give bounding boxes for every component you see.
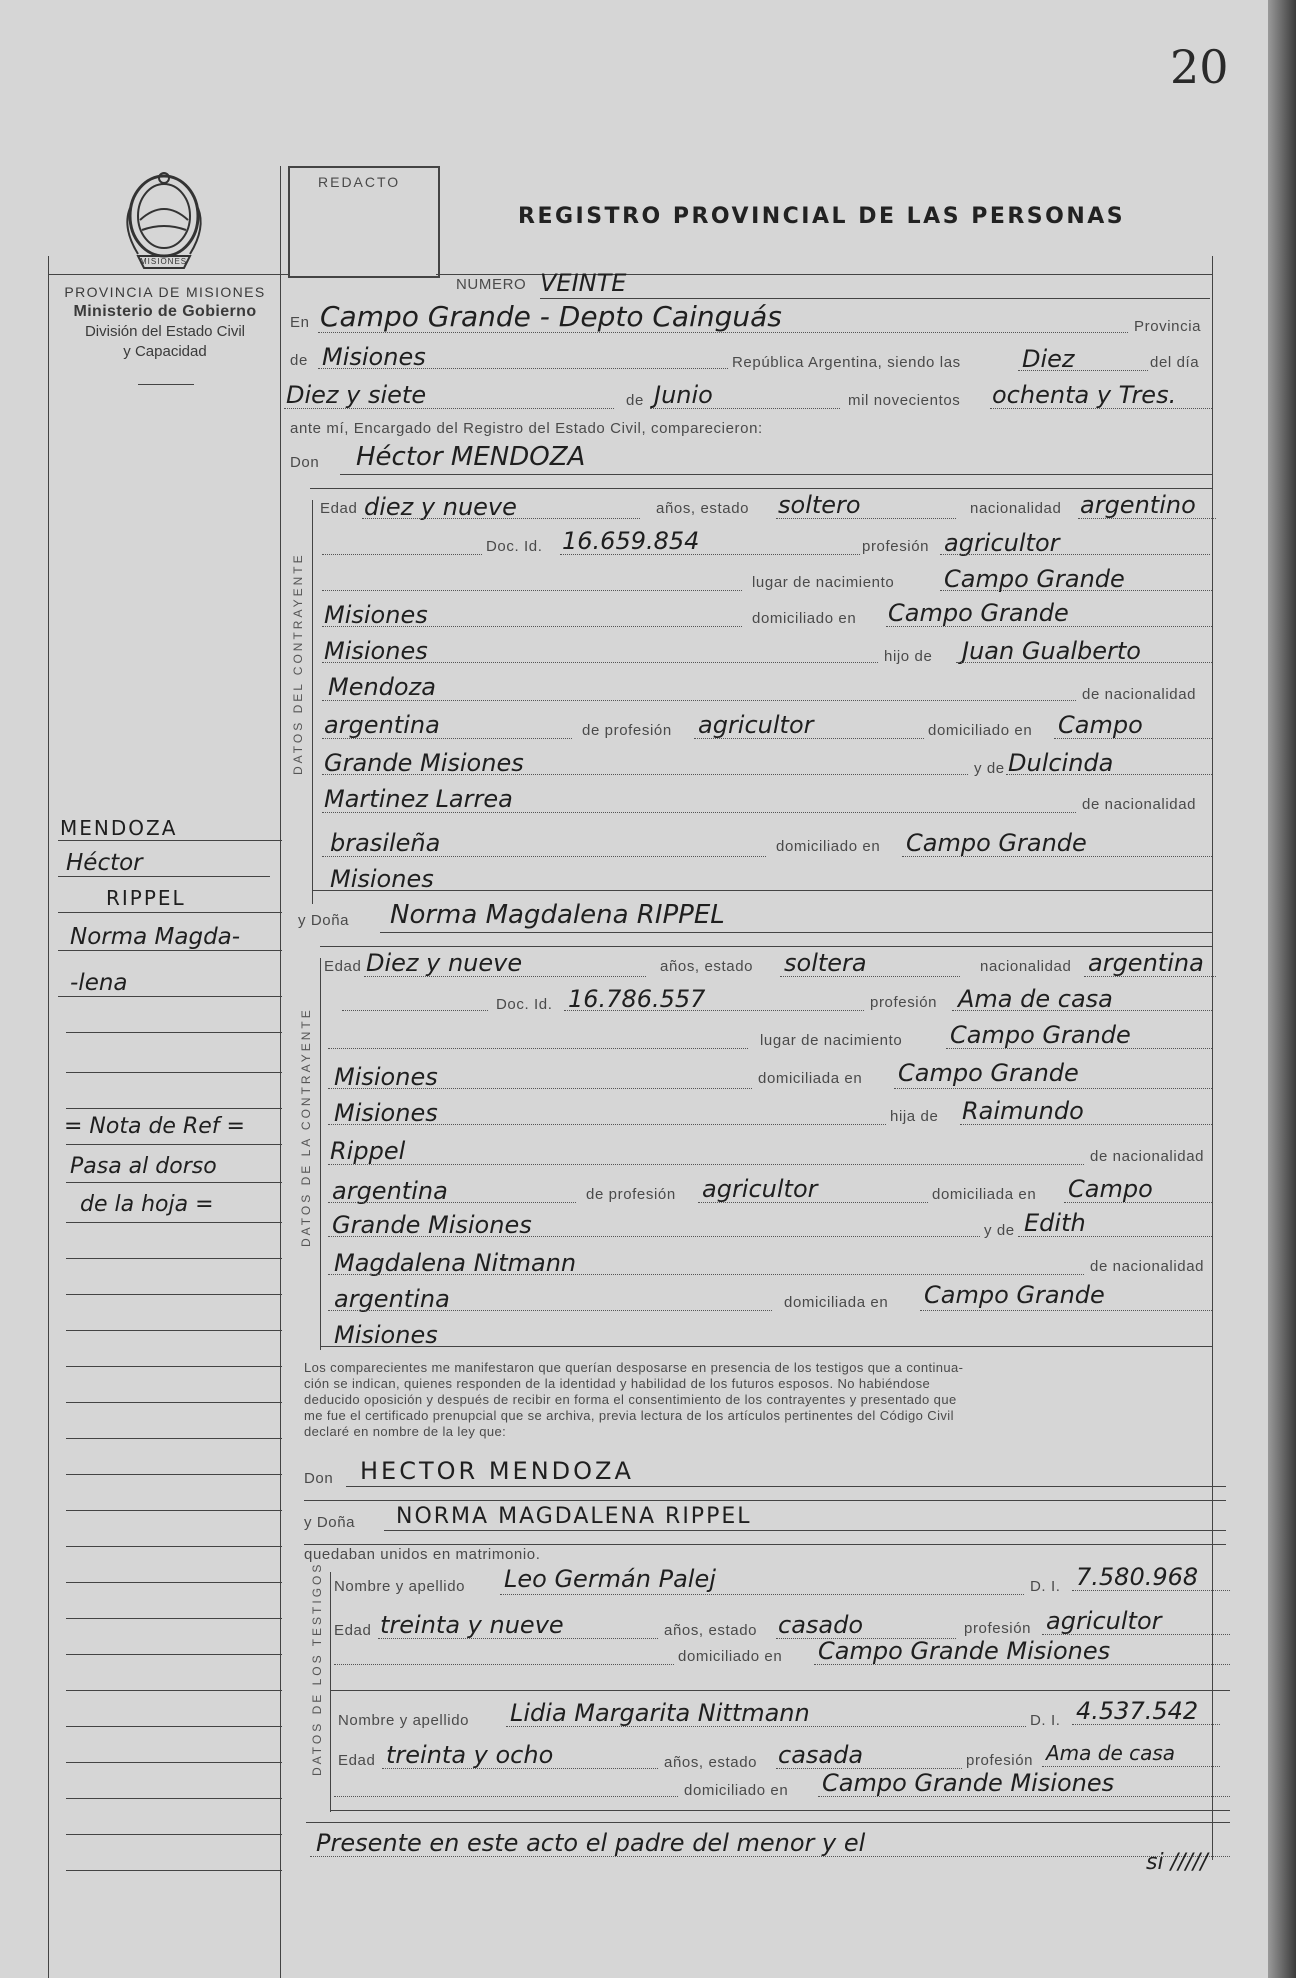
h-madre2: Martinez Larrea — [324, 785, 513, 813]
doc-label-2: Doc. Id. — [496, 996, 553, 1013]
rule — [328, 1310, 772, 1311]
rule — [66, 1582, 282, 1583]
dona-label: y Doña — [298, 912, 350, 929]
t1-di: 7.580.968 — [1076, 1563, 1199, 1591]
rule — [780, 976, 960, 977]
m-estado: soltera — [784, 949, 867, 977]
rule — [322, 700, 1076, 701]
rule — [894, 1088, 1212, 1089]
h-padre-dom: Campo — [1058, 711, 1143, 739]
y-de-label: y de — [974, 760, 1005, 777]
margin-nota-2: Pasa al dorso — [70, 1154, 217, 1179]
rule — [946, 1048, 1212, 1049]
edad-label-2: Edad — [324, 958, 362, 975]
rule — [322, 590, 742, 591]
rule — [382, 1768, 658, 1769]
rule — [1072, 1590, 1230, 1591]
m-madre-dom2: Misiones — [334, 1321, 438, 1349]
rule — [66, 1510, 282, 1511]
rule — [698, 1202, 928, 1203]
t1-dom: Campo Grande Misiones — [818, 1637, 1111, 1665]
t2-di: 4.537.542 — [1076, 1697, 1199, 1725]
provincia-line: PROVINCIA DE MISIONES — [64, 284, 266, 300]
paragraph-line-1: Los comparecientes me manifestaron que querían desposarse en presencia de los testigos que a continua- — [304, 1360, 964, 1375]
domiciliado-label-2: domiciliado en — [776, 838, 881, 855]
rule — [920, 1310, 1212, 1311]
rule — [66, 1546, 282, 1547]
decl-dona-label: y Doña — [304, 1514, 356, 1531]
rule — [1064, 1202, 1212, 1203]
domiciliado-label: domiciliado en — [928, 722, 1033, 739]
rule — [330, 1810, 1230, 1811]
rule — [58, 950, 282, 951]
domiciliada-label-2: domiciliada en — [784, 1294, 889, 1311]
margin-nombre-3: -lena — [70, 970, 128, 996]
rule — [818, 1796, 1230, 1797]
t1-estado: casado — [778, 1611, 864, 1639]
rule — [320, 1346, 1212, 1347]
rule — [66, 1870, 282, 1871]
rule — [1072, 1724, 1220, 1725]
domiciliado-en-label: domiciliado en — [752, 610, 857, 627]
anio-value: ochenta y Tres. — [992, 381, 1177, 409]
rule — [362, 518, 640, 519]
rule — [66, 1182, 282, 1183]
rule — [1006, 774, 1212, 775]
rule — [328, 1164, 1084, 1165]
sigue-mark: si ///// — [1146, 1850, 1208, 1875]
rule — [1054, 738, 1212, 739]
t1-prof: agricultor — [1046, 1607, 1162, 1635]
rule — [940, 554, 1210, 555]
h-prof: agricultor — [944, 529, 1060, 557]
rule — [312, 890, 1212, 891]
m-madre-dom: Campo Grande — [924, 1281, 1105, 1309]
profesion-label-2: profesión — [870, 994, 938, 1011]
t1-edad: treinta y nueve — [380, 1611, 564, 1639]
rule — [284, 408, 614, 409]
rule — [990, 408, 1212, 409]
quedaban-label: quedaban unidos en matrimonio. — [304, 1546, 541, 1563]
en-label: En — [290, 314, 310, 331]
rule — [650, 408, 840, 409]
rule — [328, 1048, 748, 1049]
rule — [322, 812, 1076, 813]
rule — [66, 1144, 282, 1145]
m-doc: 16.786.557 — [568, 985, 706, 1013]
margin-nota-1: = Nota de Ref = — [64, 1114, 245, 1139]
t1-edad-label: Edad — [334, 1622, 372, 1639]
h-madre: Dulcinda — [1008, 749, 1114, 777]
t1-nombre: Leo Germán Palej — [504, 1565, 716, 1593]
h-domicilio: Campo Grande — [888, 599, 1069, 627]
rule — [66, 1258, 282, 1259]
t2-dom: Campo Grande Misiones — [822, 1769, 1115, 1797]
horas-value: Diez — [1022, 345, 1075, 373]
rule — [322, 774, 968, 775]
margin-apellido-2: RIPPEL — [106, 886, 186, 910]
de-mes-label: de — [626, 392, 644, 409]
t2-edad: treinta y ocho — [386, 1741, 554, 1769]
de-nacionalidad-label-4: de nacionalidad — [1090, 1258, 1205, 1275]
t2-prof-label: profesión — [966, 1752, 1034, 1769]
ministerio-line: Ministerio de Gobierno — [73, 303, 257, 320]
rule — [322, 738, 572, 739]
rule — [318, 332, 1128, 333]
rule — [814, 1664, 1230, 1665]
don-label: Don — [290, 454, 320, 471]
de-label: de — [290, 352, 308, 369]
rule — [66, 1222, 282, 1223]
mil-novecientos-label: mil novecientos — [848, 392, 961, 409]
h-estado: soltero — [778, 491, 861, 519]
t2-estado: casada — [778, 1741, 864, 1769]
rule — [318, 368, 728, 369]
h-padre2: Mendoza — [328, 673, 436, 701]
rule — [1042, 1766, 1220, 1767]
section-line — [320, 958, 321, 1350]
margin-nombre: Héctor — [66, 850, 143, 876]
rule — [310, 1856, 1230, 1857]
rule — [334, 1796, 678, 1797]
dia-value: Diez y siete — [286, 381, 427, 409]
rule — [66, 1294, 282, 1295]
h-madre-dom2: Misiones — [330, 865, 434, 893]
m-lugar-nac: Campo Grande — [950, 1021, 1131, 1049]
datos-contrayente-label: DATOS DEL CONTRAYENTE — [291, 552, 305, 775]
rule — [58, 996, 282, 997]
rule — [66, 1438, 282, 1439]
nacionalidad-label-2: nacionalidad — [980, 958, 1072, 975]
rule — [940, 590, 1212, 591]
rule — [886, 626, 1212, 627]
t2-estado-label: años, estado — [664, 1754, 758, 1771]
h-nac: argentino — [1080, 491, 1196, 519]
decl-don-label: Don — [304, 1470, 334, 1487]
t2-nombre-label: Nombre y apellido — [338, 1712, 470, 1729]
numero-value: VEINTE — [540, 269, 627, 297]
rule — [500, 1594, 1024, 1595]
numero-label: NUMERO — [456, 276, 527, 293]
margin-nombre-2: Norma Magda- — [70, 924, 241, 950]
rule — [328, 1088, 752, 1089]
rule — [66, 1366, 282, 1367]
rule — [330, 1690, 1230, 1691]
h-madre-nac: brasileña — [330, 829, 441, 857]
m-madre: Edith — [1024, 1209, 1086, 1237]
decl-don-value: HECTOR MENDOZA — [360, 1457, 634, 1485]
rule — [66, 1726, 282, 1727]
m-padre-dom: Campo — [1068, 1175, 1153, 1203]
paragraph-line-5: declaré en nombre de la ley que: — [304, 1424, 507, 1439]
mes-value: Junio — [654, 381, 713, 409]
rule — [960, 1124, 1212, 1125]
rule — [306, 1822, 1230, 1823]
domiciliada-label: domiciliada en — [932, 1186, 1037, 1203]
m-madre-nac: argentina — [334, 1285, 450, 1313]
rule — [384, 1530, 1226, 1531]
rule — [956, 662, 1212, 663]
rule — [66, 1330, 282, 1331]
t2-nombre: Lidia Margarita Nittmann — [510, 1699, 810, 1727]
rule — [342, 1010, 488, 1011]
top-rule — [48, 274, 288, 275]
rule — [66, 1762, 282, 1763]
ministry-header — [52, 282, 278, 362]
m-madre2: Magdalena Nitmann — [334, 1249, 577, 1277]
republica-label: República Argentina, siendo las — [732, 354, 961, 371]
de-profesion-label-2: de profesión — [586, 1186, 676, 1203]
rule — [378, 1638, 658, 1639]
datos-testigos-label: DATOS DE LOS TESTIGOS — [310, 1561, 324, 1776]
rule — [58, 876, 270, 877]
rule — [66, 1474, 282, 1475]
section-line — [330, 1572, 331, 1812]
de-nacionalidad-label: de nacionalidad — [1082, 686, 1197, 703]
m-padre-dom2: Grande Misiones — [332, 1211, 532, 1239]
crest-ribbon-text: MISIONES — [140, 257, 188, 266]
rule — [322, 626, 742, 627]
m-padre-prof: agricultor — [702, 1175, 818, 1203]
page-edge — [1268, 0, 1296, 1978]
rule — [58, 912, 282, 913]
rule — [506, 1726, 1026, 1727]
rule — [304, 1500, 1226, 1501]
t2-dom-label: domiciliado en — [684, 1782, 789, 1799]
paragraph-line-3: deducido oposición y después de recibir en forma el consentimiento de los contrayentes y presentado que — [304, 1392, 957, 1407]
del-dia-label: del día — [1150, 354, 1200, 371]
rule — [322, 554, 482, 555]
y-de-label-2: y de — [984, 1222, 1015, 1239]
rule — [58, 840, 282, 841]
h-domicilio2: Misiones — [324, 637, 428, 665]
rule — [694, 738, 924, 739]
m-padre2: Rippel — [330, 1137, 406, 1165]
rule — [328, 1124, 886, 1125]
h-madre-dom: Campo Grande — [906, 829, 1087, 857]
rule — [310, 488, 1212, 489]
h-padre-prof: agricultor — [698, 711, 814, 739]
rule — [328, 1202, 576, 1203]
nacionalidad-label: nacionalidad — [970, 500, 1062, 517]
rule — [66, 1690, 282, 1691]
ante-mi-label: ante mí, Encargado del Registro del Estado Civil, comparecieron: — [290, 420, 763, 437]
margin-nota-3: de la hoja = — [80, 1192, 214, 1217]
rule — [560, 554, 860, 555]
m-edad: Diez y nueve — [366, 949, 523, 977]
t1-prof-label: profesión — [964, 1620, 1032, 1637]
rule — [322, 856, 766, 857]
hijo-de-label: hijo de — [884, 648, 933, 665]
m-domicilio2: Misiones — [334, 1099, 438, 1127]
rule — [776, 518, 956, 519]
t1-nombre-label: Nombre y apellido — [334, 1578, 466, 1595]
rule — [346, 1486, 1226, 1487]
h-padre: Juan Gualberto — [962, 637, 1141, 665]
rule — [66, 1072, 282, 1073]
de-nacionalidad-label-3: de nacionalidad — [1090, 1148, 1205, 1165]
t1-dom-label: domiciliado en — [678, 1648, 783, 1665]
rule — [564, 1010, 864, 1011]
lugar-nac-label: lugar de nacimiento — [752, 574, 895, 591]
rule — [66, 1108, 282, 1109]
rule — [304, 1544, 1226, 1545]
de-profesion-label: de profesión — [582, 722, 672, 739]
margin-left-line — [48, 256, 49, 1978]
rule — [328, 1274, 1084, 1275]
rule — [66, 1032, 282, 1033]
capacidad-line: y Capacidad — [123, 343, 207, 360]
margin-apellido: MENDOZA — [60, 816, 178, 840]
hija-de-label: hija de — [890, 1108, 939, 1125]
rule — [1084, 976, 1216, 977]
rule — [322, 662, 878, 663]
page-number: 20 — [1170, 40, 1229, 94]
rule — [364, 976, 646, 977]
nota-final: Presente en este acto el padre del menor y el — [316, 1829, 866, 1857]
doc-label: Doc. Id. — [486, 538, 543, 555]
rule — [320, 946, 1212, 947]
rule — [66, 1618, 282, 1619]
profesion-label: profesión — [862, 538, 930, 555]
m-lugar-nac2: Misiones — [334, 1063, 438, 1091]
m-padre-nac: argentina — [332, 1177, 448, 1205]
rule — [380, 932, 1212, 933]
t1-di-label: D. I. — [1030, 1578, 1061, 1595]
rule — [1078, 518, 1216, 519]
decl-dona-value: NORMA MAGDALENA RIPPEL — [396, 1504, 752, 1529]
de-nacionalidad-label-2: de nacionalidad — [1082, 796, 1197, 813]
anos-estado-label: años, estado — [656, 500, 750, 517]
rule — [1042, 1634, 1230, 1635]
rule — [952, 1010, 1212, 1011]
m-nac: argentina — [1088, 949, 1204, 977]
m-prof: Ama de casa — [958, 985, 1113, 1013]
rule — [334, 1664, 674, 1665]
rule — [66, 1654, 282, 1655]
division-line: División del Estado Civil — [84, 323, 246, 340]
lugar-value: Campo Grande - Depto Cainguás — [320, 300, 782, 333]
datos-contrayente-f-label: DATOS DE LA CONTRAYENTE — [299, 1007, 313, 1247]
redacto-label: REDACTO — [318, 174, 401, 190]
t2-edad-label: Edad — [338, 1752, 376, 1769]
provincia-label: Provincia — [1134, 318, 1202, 335]
h-doc: 16.659.854 — [562, 527, 700, 555]
anos-estado-label-2: años, estado — [660, 958, 754, 975]
domiciliada-en-label: domiciliada en — [758, 1070, 863, 1087]
rule — [1018, 1236, 1212, 1237]
don-value: Héctor MENDOZA — [356, 442, 586, 472]
paragraph-line-4: me fue el certificado prenupcial que se archiva, previa lectura de los artículos pertinentes del Código Civil — [304, 1408, 954, 1423]
rule — [540, 298, 1210, 299]
rule — [902, 856, 1212, 857]
t1-estado-label: años, estado — [664, 1622, 758, 1639]
h-lugar-nac2: Misiones — [324, 601, 428, 629]
divider — [138, 384, 194, 385]
provincia-value: Misiones — [322, 343, 426, 371]
h-padre-nac: argentina — [324, 711, 440, 739]
rule — [328, 1236, 980, 1237]
rule — [66, 1798, 282, 1799]
rule — [66, 1834, 282, 1835]
dona-value: Norma Magdalena RIPPEL — [390, 900, 725, 930]
h-edad: diez y nueve — [364, 493, 517, 521]
rule — [340, 474, 1212, 475]
paragraph-line-2: ción se indican, quienes responden de la identidad y habilidad de los futuros esposos. No habiéndose — [304, 1376, 931, 1391]
rule — [1018, 370, 1148, 371]
h-padre-dom2: Grande Misiones — [324, 749, 524, 777]
m-domicilio: Campo Grande — [898, 1059, 1079, 1087]
m-padre: Raimundo — [962, 1097, 1084, 1125]
h-lugar-nac: Campo Grande — [944, 565, 1125, 593]
edad-label: Edad — [320, 500, 358, 517]
redacto-box — [288, 166, 440, 278]
lugar-nac-label-2: lugar de nacimiento — [760, 1032, 903, 1049]
main-right-line — [1212, 256, 1213, 1860]
t2-di-label: D. I. — [1030, 1712, 1061, 1729]
section-line — [312, 500, 313, 904]
rule — [66, 1402, 282, 1403]
registry-title: REGISTRO PROVINCIAL DE LAS PERSONAS — [518, 204, 1126, 229]
t2-prof: Ama de casa — [1046, 1741, 1176, 1765]
